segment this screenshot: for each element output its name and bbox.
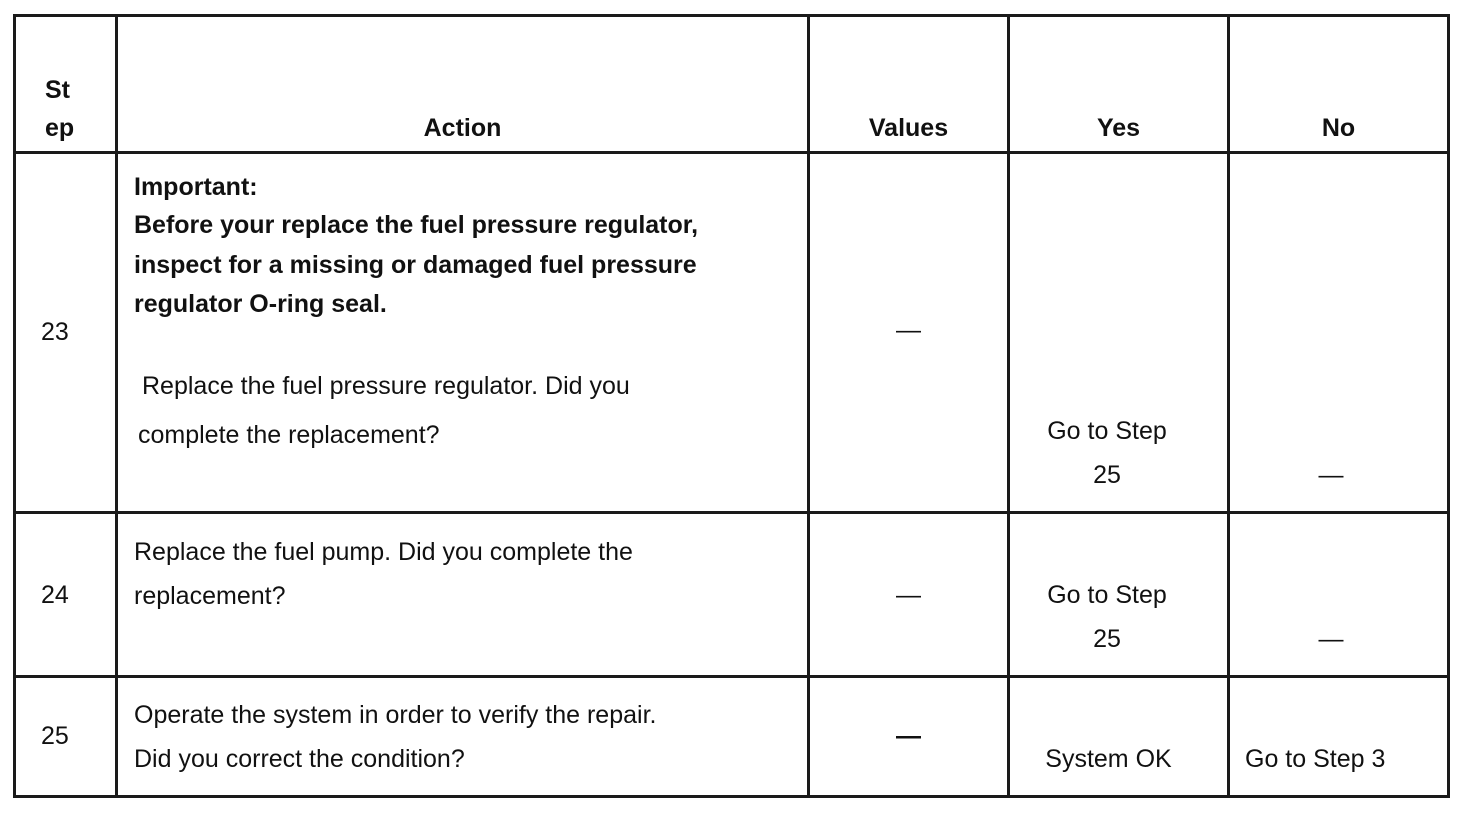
yes-goto-step: Go to Step [1047, 581, 1167, 609]
yes-goto-step-number: 25 [1093, 625, 1121, 653]
table-border-right [1447, 14, 1450, 798]
action-line: Replace the fuel pressure regulator. Did you [142, 372, 630, 400]
no-dash: — [1318, 461, 1344, 489]
diagnostic-table [13, 14, 1450, 798]
table-border-top [13, 14, 1450, 17]
header-divider [13, 151, 1450, 154]
values-dash: — [896, 581, 921, 609]
table-border-bottom [13, 795, 1450, 798]
values-dash: — [896, 316, 921, 344]
action-line: Operate the system in order to verify the repair. [134, 701, 657, 729]
important-line: regulator O-ring seal. [134, 290, 387, 318]
important-line: Before your replace the fuel pressure regulator, [134, 211, 699, 239]
yes-goto-step: Go to Step [1047, 417, 1167, 445]
header-step-line1: St [45, 76, 70, 104]
no-dash: — [1318, 625, 1344, 653]
important-line: inspect for a missing or damaged fuel pressure [134, 251, 697, 279]
yes-goto-step-number: 25 [1093, 461, 1121, 489]
values-dash: — [896, 722, 921, 750]
action-line: Replace the fuel pump. Did you complete the [134, 538, 633, 566]
important-label: Important: [134, 173, 258, 201]
action-line: Did you correct the condition? [134, 745, 465, 773]
action-line: complete the replacement? [138, 421, 440, 449]
no-goto-step: Go to Step 3 [1245, 745, 1386, 773]
table-border-left [13, 14, 16, 798]
header-values: Values [868, 114, 949, 142]
action-line: replacement? [134, 582, 286, 610]
yes-system-ok: System OK [1045, 745, 1172, 773]
step-number: 24 [41, 581, 69, 609]
header-no: No [1321, 114, 1356, 142]
row-divider [13, 511, 1450, 514]
step-number: 23 [41, 318, 69, 346]
row-divider [13, 675, 1450, 678]
header-step-line2: ep [45, 114, 75, 142]
step-number: 25 [41, 722, 69, 750]
header-action: Action [423, 114, 502, 142]
header-yes: Yes [1096, 114, 1141, 142]
